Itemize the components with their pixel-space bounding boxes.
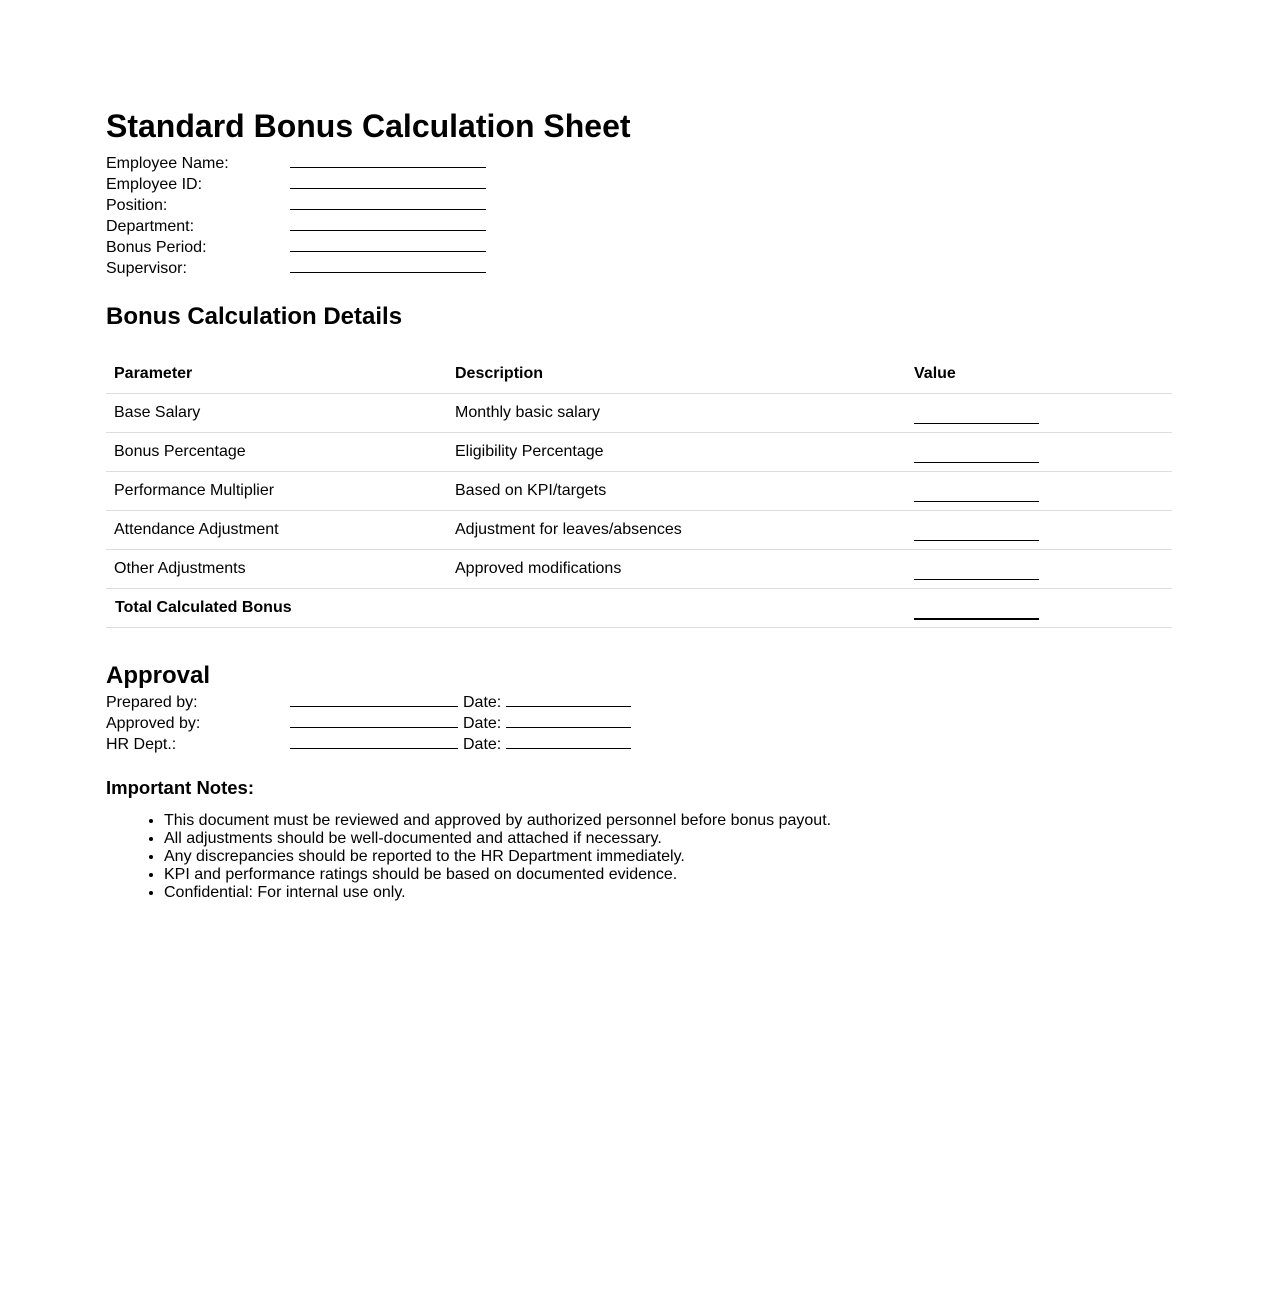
list-item: • Confidential: For internal use only.: [164, 884, 1172, 902]
description-cell: Adjustment for leaves/absences: [447, 511, 906, 550]
employee-info-row: [106, 257, 486, 278]
details-heading: Bonus Calculation Details: [106, 303, 403, 330]
employee-id-label: Employee ID:: [106, 176, 203, 193]
base-salary-value-field[interactable]: [914, 403, 1039, 424]
bonus-period-field[interactable]: [290, 236, 486, 257]
table-row: [106, 394, 1172, 433]
employee-info-row: [106, 173, 486, 194]
description-cell: Eligibility Percentage: [447, 433, 906, 472]
total-value-cell[interactable]: [906, 589, 1172, 628]
value-cell[interactable]: [906, 472, 1172, 511]
table-header-row: [106, 355, 1172, 394]
supervisor-label: Supervisor:: [106, 260, 187, 277]
prepared-by-label: Prepared by:: [106, 694, 198, 711]
list-item: • Any discrepancies should be reported to the HR Department immediately.: [164, 848, 1172, 866]
prepared-by-date-field[interactable]: [506, 691, 631, 712]
approval-row: [106, 712, 631, 733]
approval-row: [106, 691, 631, 712]
date-label: Date:: [463, 715, 502, 732]
employee-info-row: [106, 236, 486, 257]
approved-by-date-field[interactable]: [506, 712, 631, 733]
department-field[interactable]: [290, 215, 486, 236]
bonus-calculation-table: [106, 355, 1172, 628]
list-item: • All adjustments should be well-documented and attached if necessary.: [164, 830, 1172, 848]
employee-name-field[interactable]: [290, 152, 486, 173]
value-cell[interactable]: [906, 550, 1172, 589]
total-bonus-value-field[interactable]: [914, 598, 1039, 620]
table-row: [106, 511, 1172, 550]
value-column-header: Value: [906, 355, 1172, 394]
parameter-cell: Performance Multiplier: [106, 472, 447, 511]
description-cell: Monthly basic salary: [447, 394, 906, 433]
other-adjustments-value-field[interactable]: [914, 559, 1039, 580]
employee-id-field[interactable]: [290, 173, 486, 194]
value-cell[interactable]: [906, 394, 1172, 433]
date-label: Date:: [463, 736, 502, 753]
parameter-cell: Base Salary: [106, 394, 447, 433]
prepared-by-signature-field[interactable]: [290, 691, 458, 712]
position-label: Position:: [106, 197, 168, 214]
description-cell: Based on KPI/targets: [447, 472, 906, 511]
employee-info-row: [106, 215, 486, 236]
hr-dept-label: HR Dept.:: [106, 736, 177, 753]
total-description-cell: [447, 589, 906, 628]
employee-info-row: [106, 194, 486, 215]
position-field[interactable]: [290, 194, 486, 215]
bonus-percentage-value-field[interactable]: [914, 442, 1039, 463]
list-item: • KPI and performance ratings should be based on documented evidence.: [164, 866, 1172, 884]
notes-heading: Important Notes:: [106, 777, 254, 798]
table-row: [106, 472, 1172, 511]
employee-name-label: Employee Name:: [106, 155, 229, 172]
total-row: [106, 589, 1172, 628]
list-item: • This document must be reviewed and approved by authorized personnel before bonus payout.: [164, 812, 1172, 830]
document-page: [106, 106, 1172, 902]
hr-dept-signature-field[interactable]: [290, 733, 458, 754]
approval-row: [106, 733, 631, 754]
approved-by-signature-field[interactable]: [290, 712, 458, 733]
employee-info-table: [106, 152, 486, 278]
parameter-cell: Attendance Adjustment: [106, 511, 447, 550]
table-row: [106, 550, 1172, 589]
total-bonus-label: Total Calculated Bonus: [106, 589, 447, 628]
supervisor-field[interactable]: [290, 257, 486, 278]
description-cell: Approved modifications: [447, 550, 906, 589]
notes-list: [106, 812, 1172, 902]
value-cell[interactable]: [906, 511, 1172, 550]
approval-table: [106, 691, 631, 754]
attendance-adjustment-value-field[interactable]: [914, 520, 1039, 541]
bonus-period-label: Bonus Period:: [106, 239, 207, 256]
description-column-header: Description: [447, 355, 906, 394]
date-label: Date:: [463, 694, 502, 711]
parameter-cell: Bonus Percentage: [106, 433, 447, 472]
department-label: Department:: [106, 218, 195, 235]
employee-info-row: [106, 152, 486, 173]
parameter-cell: Other Adjustments: [106, 550, 447, 589]
approval-heading: Approval: [106, 662, 211, 689]
value-cell[interactable]: [906, 433, 1172, 472]
parameter-column-header: Parameter: [106, 355, 447, 394]
approved-by-label: Approved by:: [106, 715, 201, 732]
table-row: [106, 433, 1172, 472]
performance-multiplier-value-field[interactable]: [914, 481, 1039, 502]
hr-dept-date-field[interactable]: [506, 733, 631, 754]
page-title: Standard Bonus Calculation Sheet: [106, 108, 631, 144]
